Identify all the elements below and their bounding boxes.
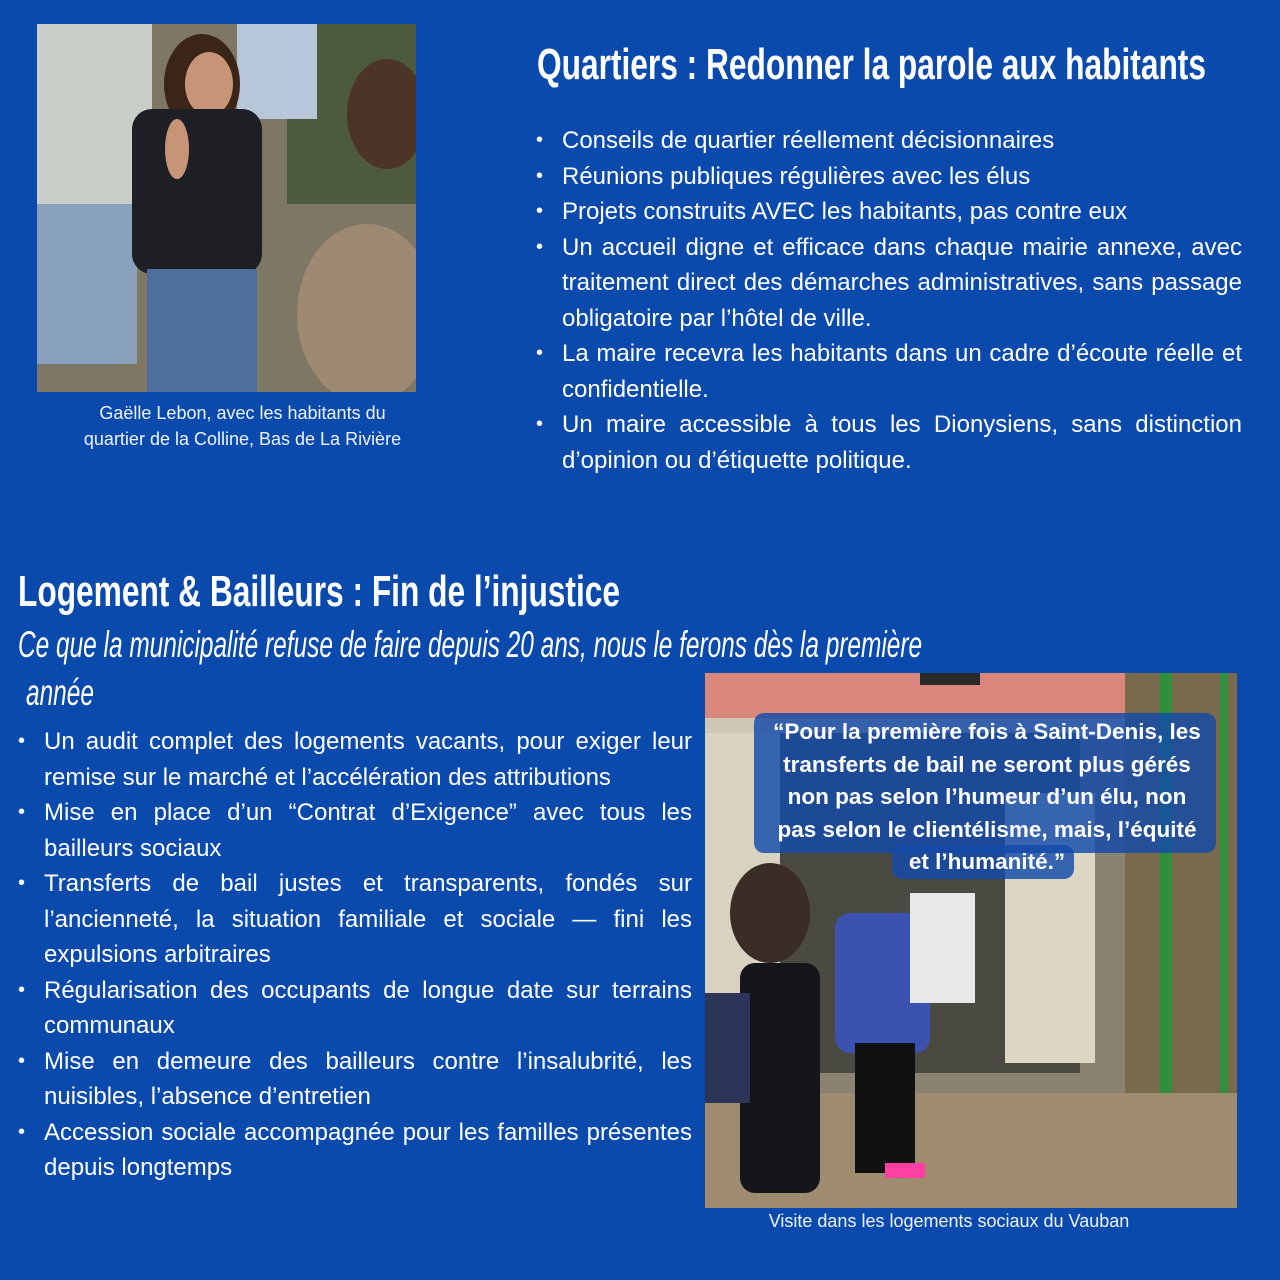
section-subtitle-logement: Ce que la municipalité refuse de faire depuis 20 ans, nous le ferons dès la première [18,624,923,665]
photo-caption-quartier [40,400,445,452]
quartiers-bullet-list [536,123,1242,478]
section-title-quartiers: Quartiers : Redonner la parole aux habitants [537,40,1206,89]
list-item: • Régularisation des occupants de longue date sur terrains communaux [18,973,692,1044]
list-item: • Un maire accessible à tous les Dionysiens, sans distinction d’opinion ou d’étiquette politique. [536,407,1242,478]
section-title-logement: Logement & Bailleurs : Fin de l’injustice [18,567,621,616]
list-item: • Réunions publiques régulières avec les élus [536,159,1242,195]
caption-line-2: quartier de la Colline, Bas de La Rivière [83,429,402,449]
photo-residents-image [37,24,416,392]
list-item: • Projets construits AVEC les habitants, pas contre eux [536,194,1242,230]
quote-text [752,716,1222,879]
list-item: • La maire recevra les habitants dans un cadre d’écoute réelle et confidentielle. [536,336,1242,407]
caption-line-1: Gaëlle Lebon, avec les habitants du [99,403,386,423]
section-subtitle-logement-line2: année [26,672,94,713]
list-item: • Accession sociale accompagnée pour les familles présentes depuis longtemps [18,1115,692,1186]
quote-line: transferts de bail ne seront plus gérés [783,751,1191,777]
quote-line: et l’humanité.” [908,849,1066,874]
quote-line: non pas selon l’humeur d’un élu, non [787,784,1187,809]
list-item: • Un audit complet des logements vacants, pour exiger leur remise sur le marché et l’accélération des attributions [18,724,692,795]
list-item: • Transferts de bail justes et transparents, fondés sur l’ancienneté, la situation familiale et sociale — fini les expulsions arbitraires [18,866,692,973]
photo-caption-vauban: Visite dans les logements sociaux du Vauban [768,1211,1130,1231]
list-item: • Conseils de quartier réellement décisionnaires [536,123,1242,159]
logement-bullet-list [18,724,692,1186]
list-item: • Un accueil digne et efficace dans chaque mairie annexe, avec traitement direct des démarches administratives, sans passage obligatoire par l’hôtel de ville. [536,230,1242,337]
photo-quartier-colline [37,24,416,392]
list-item: • Mise en place d’un “Contrat d’Exigence” avec tous les bailleurs sociaux [18,795,692,866]
quote-line: pas selon le clientélisme, mais, l’équité [777,816,1197,842]
list-item: • Mise en demeure des bailleurs contre l’insalubrité, les nuisibles, l’absence d’entretien [18,1044,692,1115]
quote-line: “Pour la première fois à Saint-Denis, les [773,719,1201,744]
